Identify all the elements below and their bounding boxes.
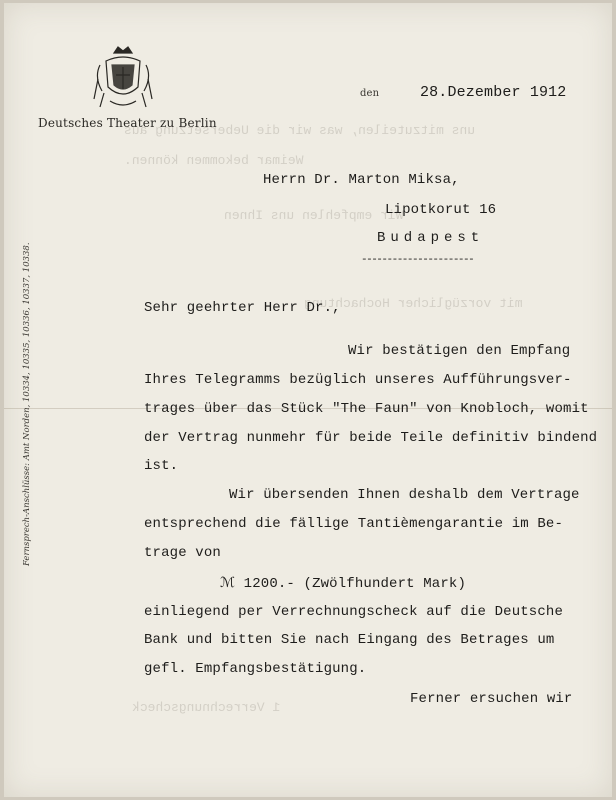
body-line: Ihres Telegramms bezüglich unseres Aufführungsver- — [144, 372, 572, 388]
bleed-through-line: Wir empfehlen uns Ihnen — [224, 208, 404, 223]
body-line: trage von — [144, 545, 221, 561]
recipient-name: Herrn Dr. Marton Miksa, — [263, 172, 460, 188]
body-line: Wir bestätigen den Empfang — [348, 343, 571, 359]
body-line: ist. — [144, 458, 179, 474]
body-line: einliegend per Verrechnungscheck auf die Deutsche — [144, 604, 564, 620]
letter-date: 28.Dezember 1912 — [420, 84, 567, 101]
recipient-street: Lipotkorut 16 — [385, 202, 497, 218]
phone-numbers-line: Fernsprech-Anschlüsse: Amt Norden, 10334, 10335, 10336, 10337, 10338. — [22, 242, 32, 566]
body-line: gefl. Empfangsbestätigung. — [144, 661, 367, 677]
city-underline: ---------------------- — [361, 254, 474, 266]
bleed-through-line: uns mitzuteilen, was wir die Uebersetzung aus — [124, 123, 476, 138]
body-line: trages über das Stück "The Faun" von Knobloch, womit — [144, 401, 589, 417]
dateline-prefix: den — [360, 88, 380, 99]
body-line: der Vertrag nunmehr für beide Teile definitiv bindend — [144, 430, 598, 446]
coat-of-arms-icon — [92, 43, 154, 113]
closing-line: Ferner ersuchen wir — [410, 691, 573, 707]
bleed-through-line: mit vorzüglicher Hochachtung — [304, 296, 523, 311]
letterhead-title: Deutsches Theater zu Berlin — [38, 116, 217, 130]
bleed-through-line: Weimar bekommen können. — [124, 153, 304, 168]
letter-page — [4, 3, 612, 797]
recipient-city: Budapest — [377, 230, 485, 246]
body-line: Wir übersenden Ihnen deshalb dem Vertrage — [229, 487, 580, 503]
amount-line: ℳ 1200.- (Zwölfhundert Mark) — [220, 576, 467, 592]
body-line: Bank und bitten Sie nach Eingang des Betrages um — [144, 632, 555, 648]
salutation: Sehr geehrter Herr Dr., — [144, 300, 341, 316]
body-line: entsprechend die fällige Tantièmengarantie im Be- — [144, 516, 564, 532]
bleed-through-line: 1 Verrechnungscheck — [132, 700, 281, 715]
